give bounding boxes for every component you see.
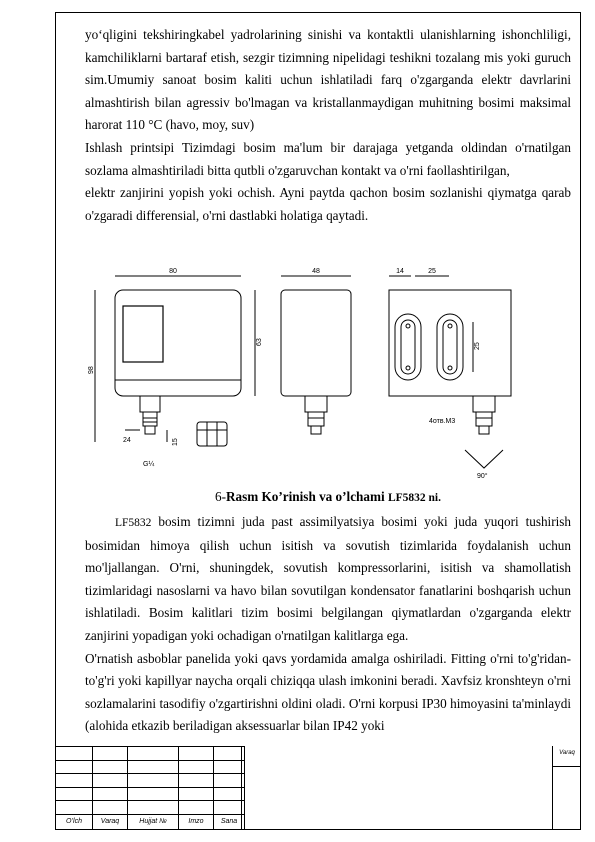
paragraph-1: yo‘qligini tekshiringkabel yadrolarining sinishi va kontaktli ulanishlarning ishonchliligi, kamchiliklarni bartaraf etish, sezgir tizimning nipelidagi teshikni tozalang mis yoki guruch sim.Umumiy sanoat bosim kaliti uchun ishlatiladi farq o'zgarganda elektr davrlarini almashtirish bilan agressiv bo'lmagan va kristallanmaydigan muhitning bosimi maksimal harorat 110 °C (havo, moy, suv): [85, 27, 571, 133]
thread-label: G¼: [143, 461, 155, 468]
col-hujjat: Hujjat №: [128, 814, 179, 829]
paragraph-2: Ishlash printsipi Tizimdagi bosim ma'lum bir darajaga yetganda oldindan o'rnatilgan sozlama almashtiriladi bitta qutbli o'zgaruvchan kontakt va o'rni faollashtirilgan,: [85, 139, 571, 178]
pressure-switch-drawing: [85, 262, 571, 484]
dim-48: 48: [312, 268, 320, 275]
sheet-label: Varaq: [553, 746, 581, 767]
dim-24: 24: [123, 437, 131, 444]
dim-80: 80: [169, 268, 177, 275]
col-sana: Sana: [214, 814, 245, 829]
caption-text: Rasm Ko’rinish va o’lchami: [226, 489, 388, 504]
dim-15: 15: [172, 438, 179, 446]
title-field: [241, 746, 552, 830]
col-olch: O’lch: [56, 814, 93, 829]
dim-25-side: 25: [474, 342, 481, 350]
dim-98: 98: [88, 366, 95, 374]
title-block: [55, 746, 581, 830]
holes-label: 4отв.М3: [429, 418, 456, 425]
text-block-top: [85, 24, 571, 227]
dim-25-top: 25: [428, 268, 436, 275]
text-block-bottom: [85, 511, 571, 738]
dim-63: 63: [256, 338, 263, 346]
paragraph-5: O'rnatish asboblar panelida yoki qavs yordamida amalga oshiriladi. Fitting o'rni to'g'ridan-to'g'ri yoki kapillyar naycha orqali chiziqqa ulash imkonini beradi. Xavfsiz kronshteyn o'rni sozlamalarini tasodifiy o'zgartirishni oldini oladi. O'rni korpusi IP30 himoyasini ta'minlaydi (alohida etkazib beriladigan aksessuarlar bilan IP42 yoki: [85, 650, 571, 734]
angle-label: 90°: [477, 473, 488, 480]
sheet-box: [552, 746, 581, 830]
paragraph-4: LF5832 bosim tizimni juda past assimilyatsiya bosimi yoki juda yuqori tushirish bosimidan himoya qilish uchun isitish va sovutish tizimlarida foydalanish uchun mo'ljallangan. O'rni, shuningdek, sovutish kompressorlarini, isitish va shamollatish tizimlaridagi nasoslarni va havo bilan sovutilgan kondensator fanatlarini boshqarish uchun ishlatiladi. Bosim kalitlari tizim bosimi belgilangan qiymatlardan o'zgarganda elektr zanjirini yopadigan yoki ochadigan o'rnatilgan kalitlarga ega.: [85, 514, 571, 643]
side-body: [281, 290, 351, 396]
caption-number: 6-: [215, 489, 227, 504]
caption-model: LF5832 ni.: [387, 492, 441, 504]
dim-14: 14: [396, 268, 404, 275]
col-varaq: Varaq: [93, 814, 128, 829]
figure-caption: [85, 489, 571, 505]
paragraph-3: elektr zanjirini yopish yoki ochish. Ayni paytda qachon bosim sozlanishi qiymatga qarab o'zgaradi differensial, o'rni dastlabki holatiga qaytadi.: [85, 185, 571, 223]
front-window: [123, 306, 163, 362]
col-imzo: Imzo: [179, 814, 214, 829]
